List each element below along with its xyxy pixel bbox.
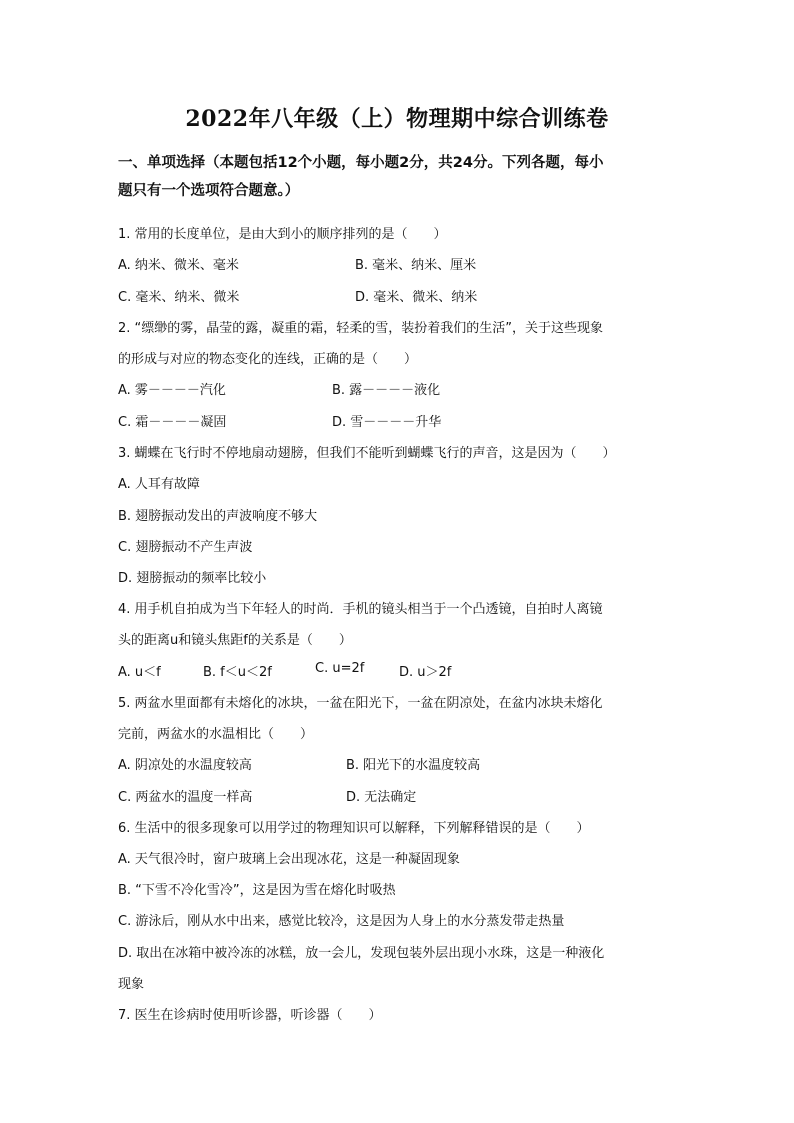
question-2-option-c: C. 霜－－－－凝固 <box>118 415 227 430</box>
question-2-stem-line-2: 的形成与对应的物态变化的连线，正确的是（ ） <box>118 352 418 367</box>
question-1-option-b: B. 毫米、纳米、厘米 <box>355 258 477 273</box>
question-6-stem: 6. 生活中的很多现象可以用学过的物理知识可以解释，下列解释错误的是（ ） <box>118 821 590 836</box>
section-heading-line-2: 题只有一个选项符合题意。） <box>118 183 300 199</box>
question-2-option-d: D. 雪－－－－升华 <box>332 415 442 430</box>
question-4-option-c: C. u=2f <box>315 661 365 676</box>
question-1-option-d: D. 毫米、微米、纳米 <box>355 290 478 305</box>
question-3-stem: 3. 蝴蝶在飞行时不停地扇动翅膀，但我们不能听到蝴蝶飞行的声音，这是因为（ ） <box>118 446 616 461</box>
question-1-option-c: C. 毫米、纳米、微米 <box>118 290 240 305</box>
question-3-option-a: A. 人耳有故障 <box>118 477 200 492</box>
question-3-option-b: B. 翅膀振动发出的声波响度不够大 <box>118 509 318 524</box>
question-2-option-b: B. 露－－－－液化 <box>332 383 441 398</box>
question-1-option-a: A. 纳米、微米、毫米 <box>118 258 239 273</box>
question-5-option-b: B. 阳光下的水温度较高 <box>346 758 481 773</box>
question-6-option-a: A. 天气很冷时，窗户玻璃上会出现冰花，这是一种凝固现象 <box>118 852 460 867</box>
page-title: 2022年八年级（上）物理期中综合训练卷 <box>185 106 609 132</box>
question-4-option-b: B. f＜u＜2f <box>203 665 272 680</box>
question-5-stem-line-1: 5. 两盆水里面都有未熔化的冰块，一盆在阳光下，一盆在阴凉处，在盆内冰块未熔化 <box>118 696 603 711</box>
question-6-option-b: B. “下雪不冷化雪冷”，这是因为雪在熔化时吸热 <box>118 883 396 898</box>
question-1-stem: 1. 常用的长度单位，是由大到小的顺序排列的是（ ） <box>118 227 447 242</box>
question-5-stem-line-2: 完前，两盆水的水温相比（ ） <box>118 727 314 742</box>
question-6-option-d-line-1: D. 取出在冰箱中被冷冻的冰糕，放一会儿，发现包装外层出现小水珠，这是一种液化 <box>118 946 605 961</box>
question-2-option-a: A. 雾－－－－汽化 <box>118 383 226 398</box>
question-4-option-d: D. u＞2f <box>399 665 452 680</box>
section-heading-line-1: 一、单项选择（本题包括12个小题，每小题2分，共24分。下列各题，每小 <box>118 155 604 171</box>
question-6-option-d-line-2: 现象 <box>118 977 145 992</box>
question-2-stem-line-1: 2. “缥缈的雾，晶莹的露，凝重的霜，轻柔的雪，装扮着我们的生活”，关于这些现象 <box>118 321 604 336</box>
question-4-option-a: A. u＜f <box>118 665 161 680</box>
question-5-option-c: C. 两盆水的温度一样高 <box>118 790 253 805</box>
question-3-option-c: C. 翅膀振动不产生声波 <box>118 540 253 555</box>
question-7-stem: 7. 医生在诊病时使用听诊器，听诊器（ ） <box>118 1008 382 1023</box>
question-5-option-a: A. 阴凉处的水温度较高 <box>118 758 252 773</box>
question-5-option-d: D. 无法确定 <box>346 790 417 805</box>
question-4-stem-line-2: 头的距离u和镜头焦距f的关系是（ ） <box>118 633 352 648</box>
question-4-stem-line-1: 4. 用手机自拍成为当下年轻人的时尚．手机的镜头相当于一个凸透镜，自拍时人离镜 <box>118 602 603 617</box>
question-3-option-d: D. 翅膀振动的频率比较小 <box>118 571 267 586</box>
question-6-option-c: C. 游泳后，刚从水中出来，感觉比较冷，这是因为人身上的水分蒸发带走热量 <box>118 914 565 929</box>
